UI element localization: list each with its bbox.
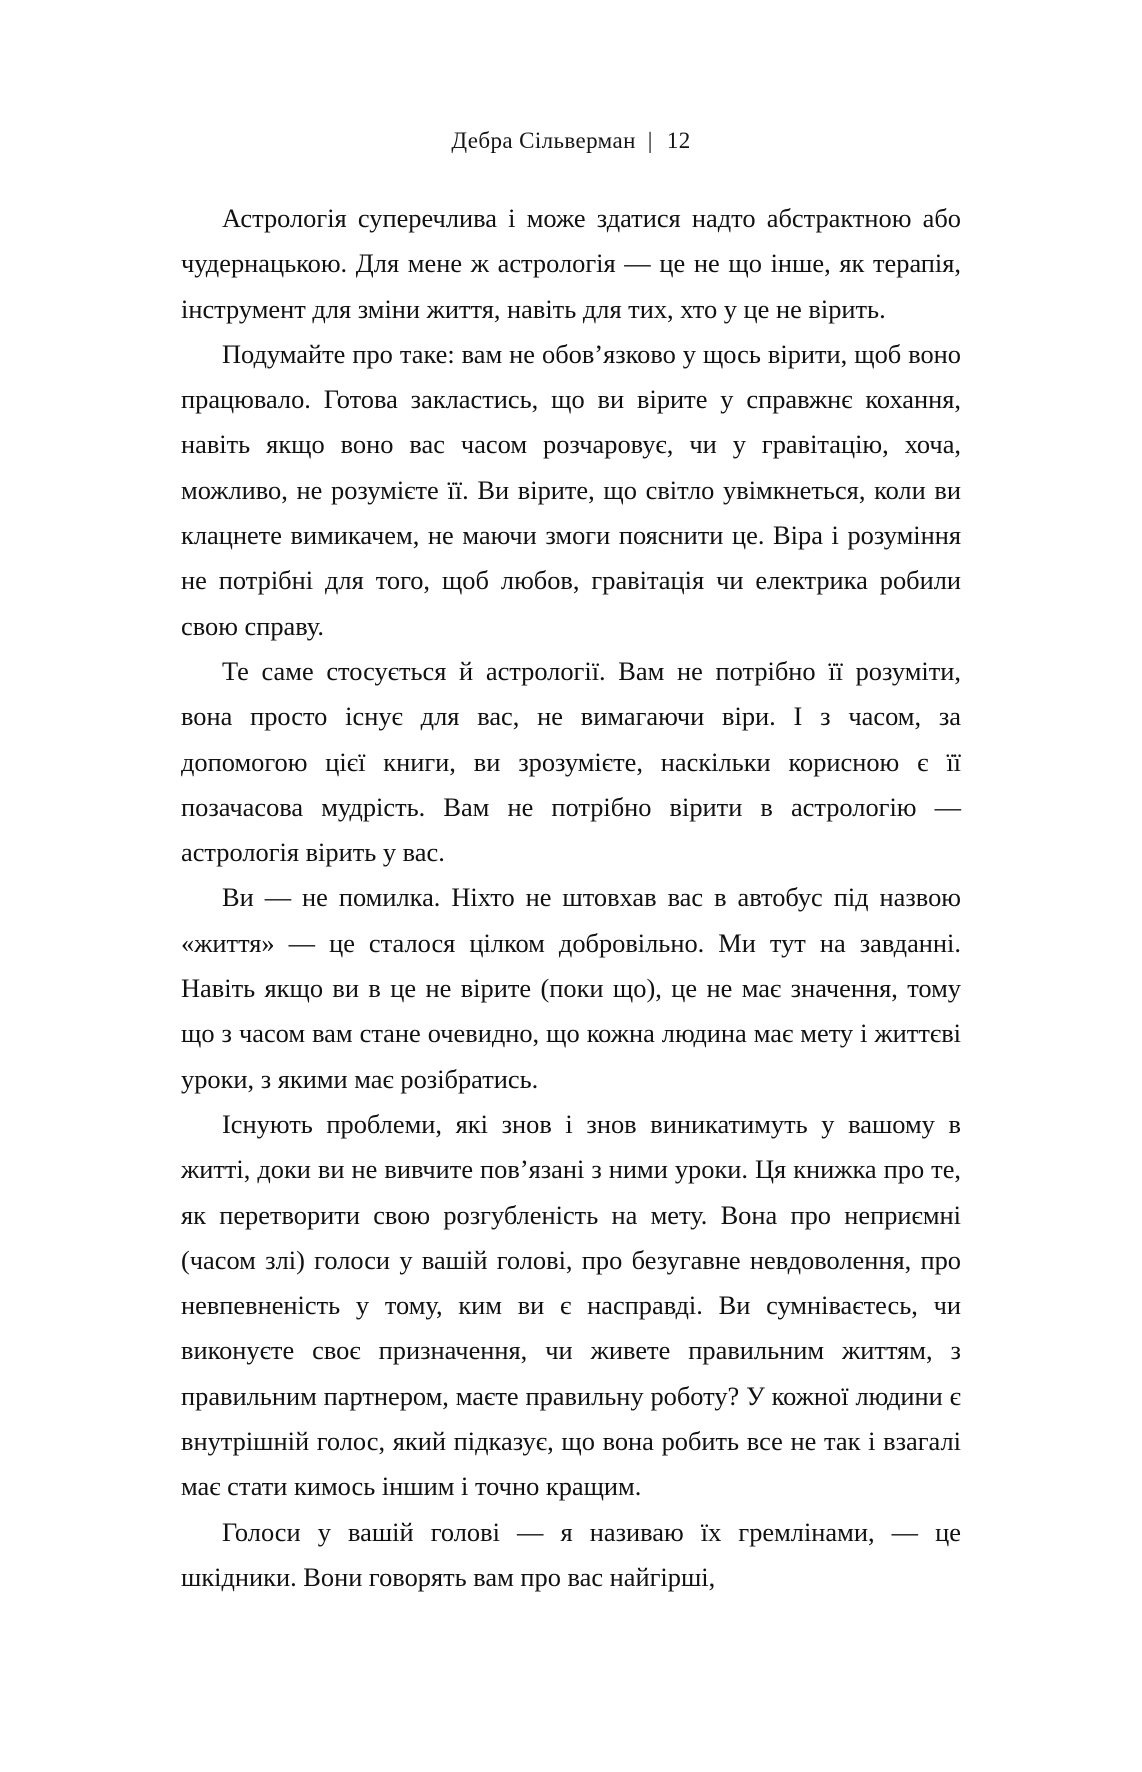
running-head [0,128,1142,154]
paragraph: Ви — не помилка. Ніхто не штовхав вас в автобус під назвою «життя» — це сталося цілком добровільно. Ми тут на завданні. Навіть якщо ви в це не вірите (поки що), це не має значення, тому що з часом вам стане очевидно, що кожна людина має мету і життєві уроки, з якими має розібратись. [181,882,961,1094]
paragraph: Подумайте про таке: вам не обов’язково у щось вірити, щоб воно працювало. Готова закластись, що ви вірите у справжнє кохання, навіть якщо воно вас часом розчаровує, чи у гравітацію, хоча, можливо, не розумієте її. Ви вірите, що світло увімкнеться, коли ви клацнете вимикачем, не маючи змоги пояснити це. Віра і розуміння не потрібні для того, щоб любов, гравітація чи електрика робили свою справу. [181,338,961,641]
paragraph: Голоси у вашій голові — я називаю їх гремлінами, — це шкідники. Вони говорять вам про вас найгірші, [181,1516,961,1592]
page-number: 12 [666,128,691,153]
running-head-separator: | [647,128,653,153]
paragraph: Те саме стосується й астрології. Вам не потрібно її розуміти, вона просто існує для вас, не вимагаючи віри. І з часом, за допомогою цієї книги, ви зрозумієте, наскільки корисною є її позачасова мудрість. Вам не потрібно вірити в астрологію — астрологія вірить у вас. [181,655,961,868]
paragraph: Астрологія суперечлива і може здатися надто абстрактною або чудернацькою. Для мене ж астрологія — це не що інше, як терапія, інструмент для зміни життя, навіть для тих, хто у це не вірить. [181,203,961,324]
paragraph: Існують проблеми, які знов і знов виникатимуть у вашому в житті, доки ви не вивчите пов’язані з ними уроки. Ця книжка про те, як перетворити свою розгубленість на мету. Вона про неприємні (часом злі) голоси у вашій голові, про безугавне невдоволення, про невпевненість у тому, ким ви є насправді. Ви сумніваєтесь, чи виконуєте своє призначення, чи живете правильним життям, з правильним партнером, маєте правильну роботу? У кожної людини є внутрішній голос, який підказує, що вона робить все не так і взагалі має стати кимось іншим і точно кращим. [181,1108,961,1502]
body-text [181,196,961,1600]
running-head-author: Дебра Сільверман [451,128,636,153]
